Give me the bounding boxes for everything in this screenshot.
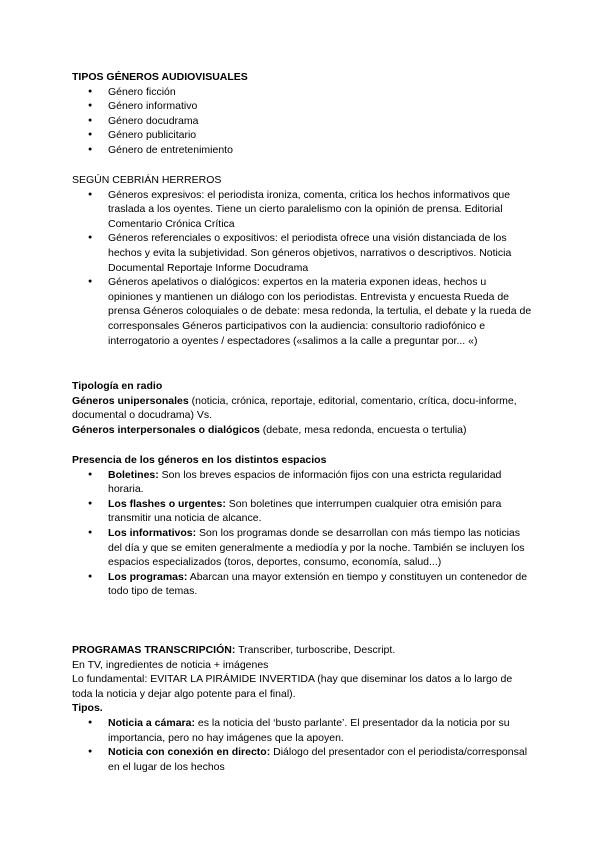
item-text: Abarcan una mayor extensión en tiempo y constituyen un contenedor de todo tipo de temas.	[108, 570, 528, 598]
section-presencia-generos	[72, 453, 532, 599]
paragraph-text: Transcriber, turboscribe, Descript.	[235, 644, 396, 656]
list-item: ● Género ficción	[72, 85, 532, 100]
paragraph: En TV, ingredientes de noticia + imágenes	[72, 658, 269, 671]
section-tipologia-radio	[72, 379, 532, 437]
section-title: Tipología en radio	[72, 380, 163, 392]
section-title: Presencia de los géneros en los distintos espacios	[72, 454, 327, 466]
bold-term: Los programas:	[108, 570, 188, 583]
paragraph-text: (noticia, crónica, reportaje, editorial, comentario, crítica, docu-informe, documental o docudrama) Vs.	[72, 394, 517, 422]
list-item: ● Género informativo	[72, 99, 532, 114]
subsection-title: Tipos.	[72, 702, 103, 715]
paragraph	[72, 394, 532, 423]
bullet-list	[72, 716, 532, 774]
list-item: ● Géneros expresivos: el periodista ironiza, comenta, critica los hechos informativos que traslada a los oyentes. Tiene un cierto paralelismo con la opinión de prensa. Editorial Comentario Crónica Crítica	[72, 188, 532, 232]
bold-term: Noticia a cámara:	[108, 716, 195, 729]
bold-term: Los flashes o urgentes:	[108, 497, 226, 510]
paragraph	[72, 423, 532, 438]
section-title: TIPOS GÉNEROS AUDIOVISUALES	[72, 71, 248, 83]
section-programas-transcripcion	[72, 643, 532, 774]
list-item	[72, 526, 532, 570]
section-tipos-generos	[72, 70, 532, 158]
bold-term: Los informativos:	[108, 526, 197, 539]
item-text: es la noticia del ‘busto parlante’. El presentador da la noticia por su importancia, pero no hay imágenes que la apoyen.	[108, 716, 510, 744]
list-item: ● Géneros referenciales o expositivos: el periodista ofrece una visión distanciada de los hechos y evita la subjetividad. Son géneros objetivos, narrativos o descriptivos. Noticia Documental Reportaje Informe Docudrama	[72, 231, 532, 275]
bold-term: Boletines:	[108, 468, 159, 481]
list-item: ● Género publicitario	[72, 128, 532, 143]
paragraph-text: (debate, mesa redonda, encuesta o tertulia)	[259, 423, 467, 436]
item-text: Son boletines que interrumpen cualquier otra emisión para transmitir una noticia de alcance.	[108, 497, 502, 525]
list-item: ● Género docudrama	[72, 114, 532, 129]
bold-term: Géneros unipersonales	[72, 394, 189, 407]
paragraph	[72, 643, 532, 658]
section-title: SEGÚN CEBRIÁN HERREROS	[72, 174, 222, 186]
paragraph: Lo fundamental: EVITAR LA PIRÁMIDE INVERTIDA (hay que diseminar los datos a lo largo de toda la noticia y dejar algo potente para el final).	[72, 673, 513, 700]
list-item	[72, 497, 532, 526]
list-item: ● Géneros apelativos o dialógicos: expertos en la materia exponen ideas, hechos u opiniones y mantienen un diálogo con los periodistas. Entrevista y encuesta Rueda de prensa Géneros coloquiales o de debate: mesa redonda, la tertulia, el debate y la rueda de corresponsales Géneros participativos con la audiencia: consultorio radiofónico e interrogatorio a oyentes / espectadores («salimos a la calle a preguntar por... «)	[72, 275, 532, 348]
item-text: Diálogo del presentador con el periodista/corresponsal en el lugar de los hechos	[108, 746, 528, 773]
list-item	[72, 570, 532, 599]
list-item	[72, 468, 532, 497]
section-cebrian-herreros	[72, 173, 532, 348]
bullet-list	[72, 85, 532, 158]
bullet-list	[72, 188, 532, 349]
list-item: ● Género de entretenimiento	[72, 143, 532, 158]
bold-term: Noticia con conexión en directo:	[108, 746, 271, 759]
list-item	[72, 716, 532, 745]
bullet-list	[72, 468, 532, 599]
bold-term: PROGRAMAS TRANSCRIPCIÓN:	[72, 644, 236, 656]
item-text: Son los breves espacios de información fijos con una estricta regularidad horaria.	[108, 468, 502, 496]
list-item	[72, 745, 532, 774]
item-text: Son los programas donde se desarrollan con más tiempo las noticias del día y que se emiten generalmente a mediodía y por la noche. También se incluyen los espacios especializados (toros, deportes, consumo, economía, salud...)	[108, 526, 525, 569]
bold-term: Géneros interpersonales o dialógicos	[72, 423, 260, 436]
